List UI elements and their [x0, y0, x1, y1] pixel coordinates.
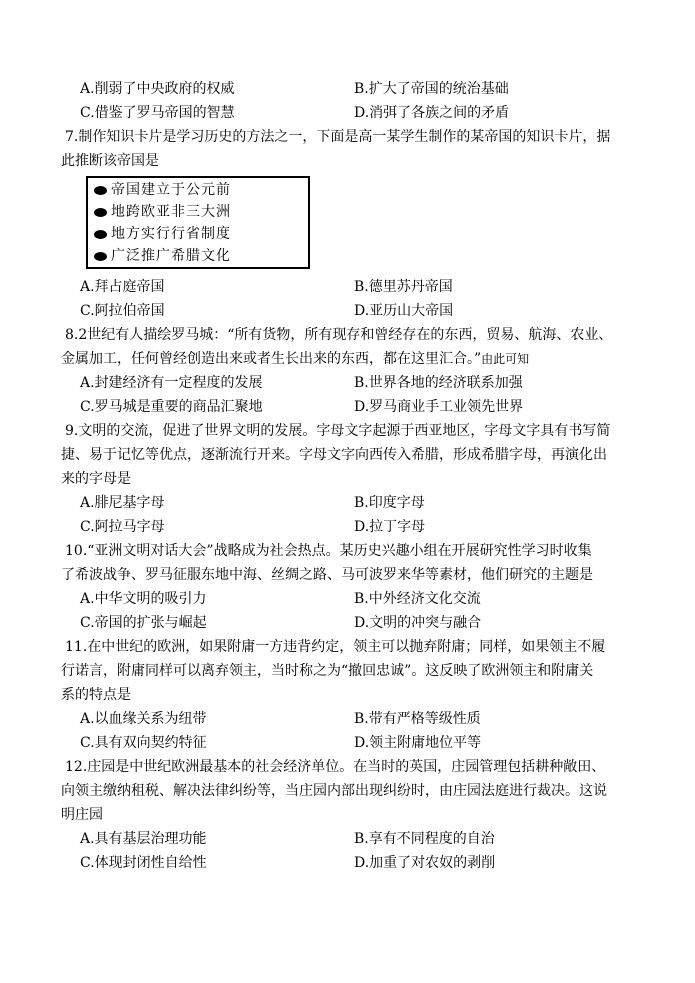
q9-stem-line1: 9.文明的交流，促进了世界文明的发展。字母文字起源于西亚地区，字母文字具有书写简: [65, 423, 611, 439]
q6-option-d: D.消弭了各族之间的矛盾: [354, 105, 510, 121]
q7-option-a: A.拜占庭帝国: [80, 279, 165, 295]
q9-option-d: D.拉丁字母: [354, 519, 426, 535]
q7-option-c: C.阿拉伯帝国: [80, 303, 165, 319]
q11-stem-line2: 行诺言，附庸同样可以离弃领主，当时称之为“撤回忠诚”。这反映了欧洲领主和附庸关: [61, 663, 594, 679]
q11-stem-line1: 11.在中世纪的欧洲，如果附庸一方违背约定，领主可以抛弃附庸；同样，如果领主不履: [65, 639, 606, 655]
bullet-icon: [94, 252, 107, 261]
q8-stem-line1: 8.2世纪有人描绘罗马城：“所有货物，所有现存和曾经存在的东西，贸易、航海、农业、: [65, 327, 613, 343]
q11-stem-line3: 系的特点是: [61, 687, 131, 703]
q10-option-b: B.中外经济文化交流: [354, 591, 481, 607]
q6-option-a: A.削弱了中央政府的权威: [80, 81, 235, 97]
q9-option-c: C.阿拉马字母: [80, 519, 165, 535]
q10-option-d: D.文明的冲突与融合: [354, 615, 482, 631]
q8-option-b: B.世界各地的经济联系加强: [354, 375, 523, 391]
q12-option-d: D.加重了对农奴的剥削: [354, 855, 496, 871]
q11-option-d: D.领主附庸地位平等: [354, 735, 482, 751]
q12-option-b: B.享有不同程度的自治: [354, 831, 495, 847]
q7-option-b: B.德里苏丹帝国: [354, 279, 453, 295]
q10-option-c: C.帝国的扩张与崛起: [80, 615, 207, 631]
q7-option-d: D.亚历山大帝国: [354, 303, 454, 319]
q12-option-c: C.体现封闭性自给性: [80, 855, 207, 871]
bullet-icon: [94, 186, 107, 195]
q9-option-a: A.腓尼基字母: [80, 495, 165, 511]
q6-option-c: C.借鉴了罗马帝国的智慧: [80, 105, 235, 121]
card-item: 地方实行行省制度: [94, 224, 231, 244]
q8-option-c: C.罗马城是重要的商品汇聚地: [80, 399, 263, 415]
q6-option-b: B.扩大了帝国的统治基础: [354, 81, 509, 97]
card-item: 广泛推广希腊文化: [94, 246, 231, 266]
q8-option-a: A.封建经济有一定程度的发展: [80, 375, 263, 391]
bullet-icon: [94, 208, 107, 217]
q10-stem-line2: 了希波战争、罗马征服东地中海、丝绸之路、马可波罗来华等素材，他们研究的主题是: [61, 567, 593, 583]
q11-option-c: C.具有双向契约特征: [80, 735, 207, 751]
q11-option-a: A.以血缘关系为纽带: [80, 711, 207, 727]
q9-stem-line2: 捷、易于记忆等优点，逐渐流行开来。字母文字向西传入希腊，形成希腊字母，再演化出: [61, 447, 607, 463]
q12-stem-line2: 向领主缴纳租税、解决法律纠纷等，当庄园内部出现纠纷时，由庄园法庭进行裁决。这说: [61, 783, 607, 799]
card-item: 地跨欧亚非三大洲: [94, 202, 231, 222]
q12-option-a: A.具有基层治理功能: [80, 831, 207, 847]
q8-stem-line2: 金属加工，任何曾经创造出来或者生长出来的东西，都在这里汇合。”由此可知: [61, 351, 530, 367]
q9-option-b: B.印度字母: [354, 495, 425, 511]
bullet-icon: [94, 230, 107, 239]
q10-stem-line1: 10.“亚洲文明对话大会”战略成为社会热点。某历史兴趣小组在开展研究性学习时收集: [65, 543, 592, 559]
q7-stem-line2: 此推断该帝国是: [61, 153, 159, 169]
q7-stem-line1: 7.制作知识卡片是学习历史的方法之一，下面是高一某学生制作的某帝国的知识卡片，据: [65, 129, 611, 145]
q11-option-b: B.带有严格等级性质: [354, 711, 481, 727]
q12-stem-line3: 明庄园: [61, 807, 103, 823]
q8-option-d: D.罗马商业手工业领先世界: [354, 399, 524, 415]
q12-stem-line1: 12.庄园是中世纪欧洲最基本的社会经济单位。在当时的英国，庄园管理包括耕种敞田、: [65, 759, 606, 775]
q9-stem-line3: 来的字母是: [61, 471, 131, 487]
card-item: 帝国建立于公元前: [94, 180, 231, 200]
q10-option-a: A.中华文明的吸引力: [80, 591, 207, 607]
knowledge-card: [86, 176, 310, 269]
